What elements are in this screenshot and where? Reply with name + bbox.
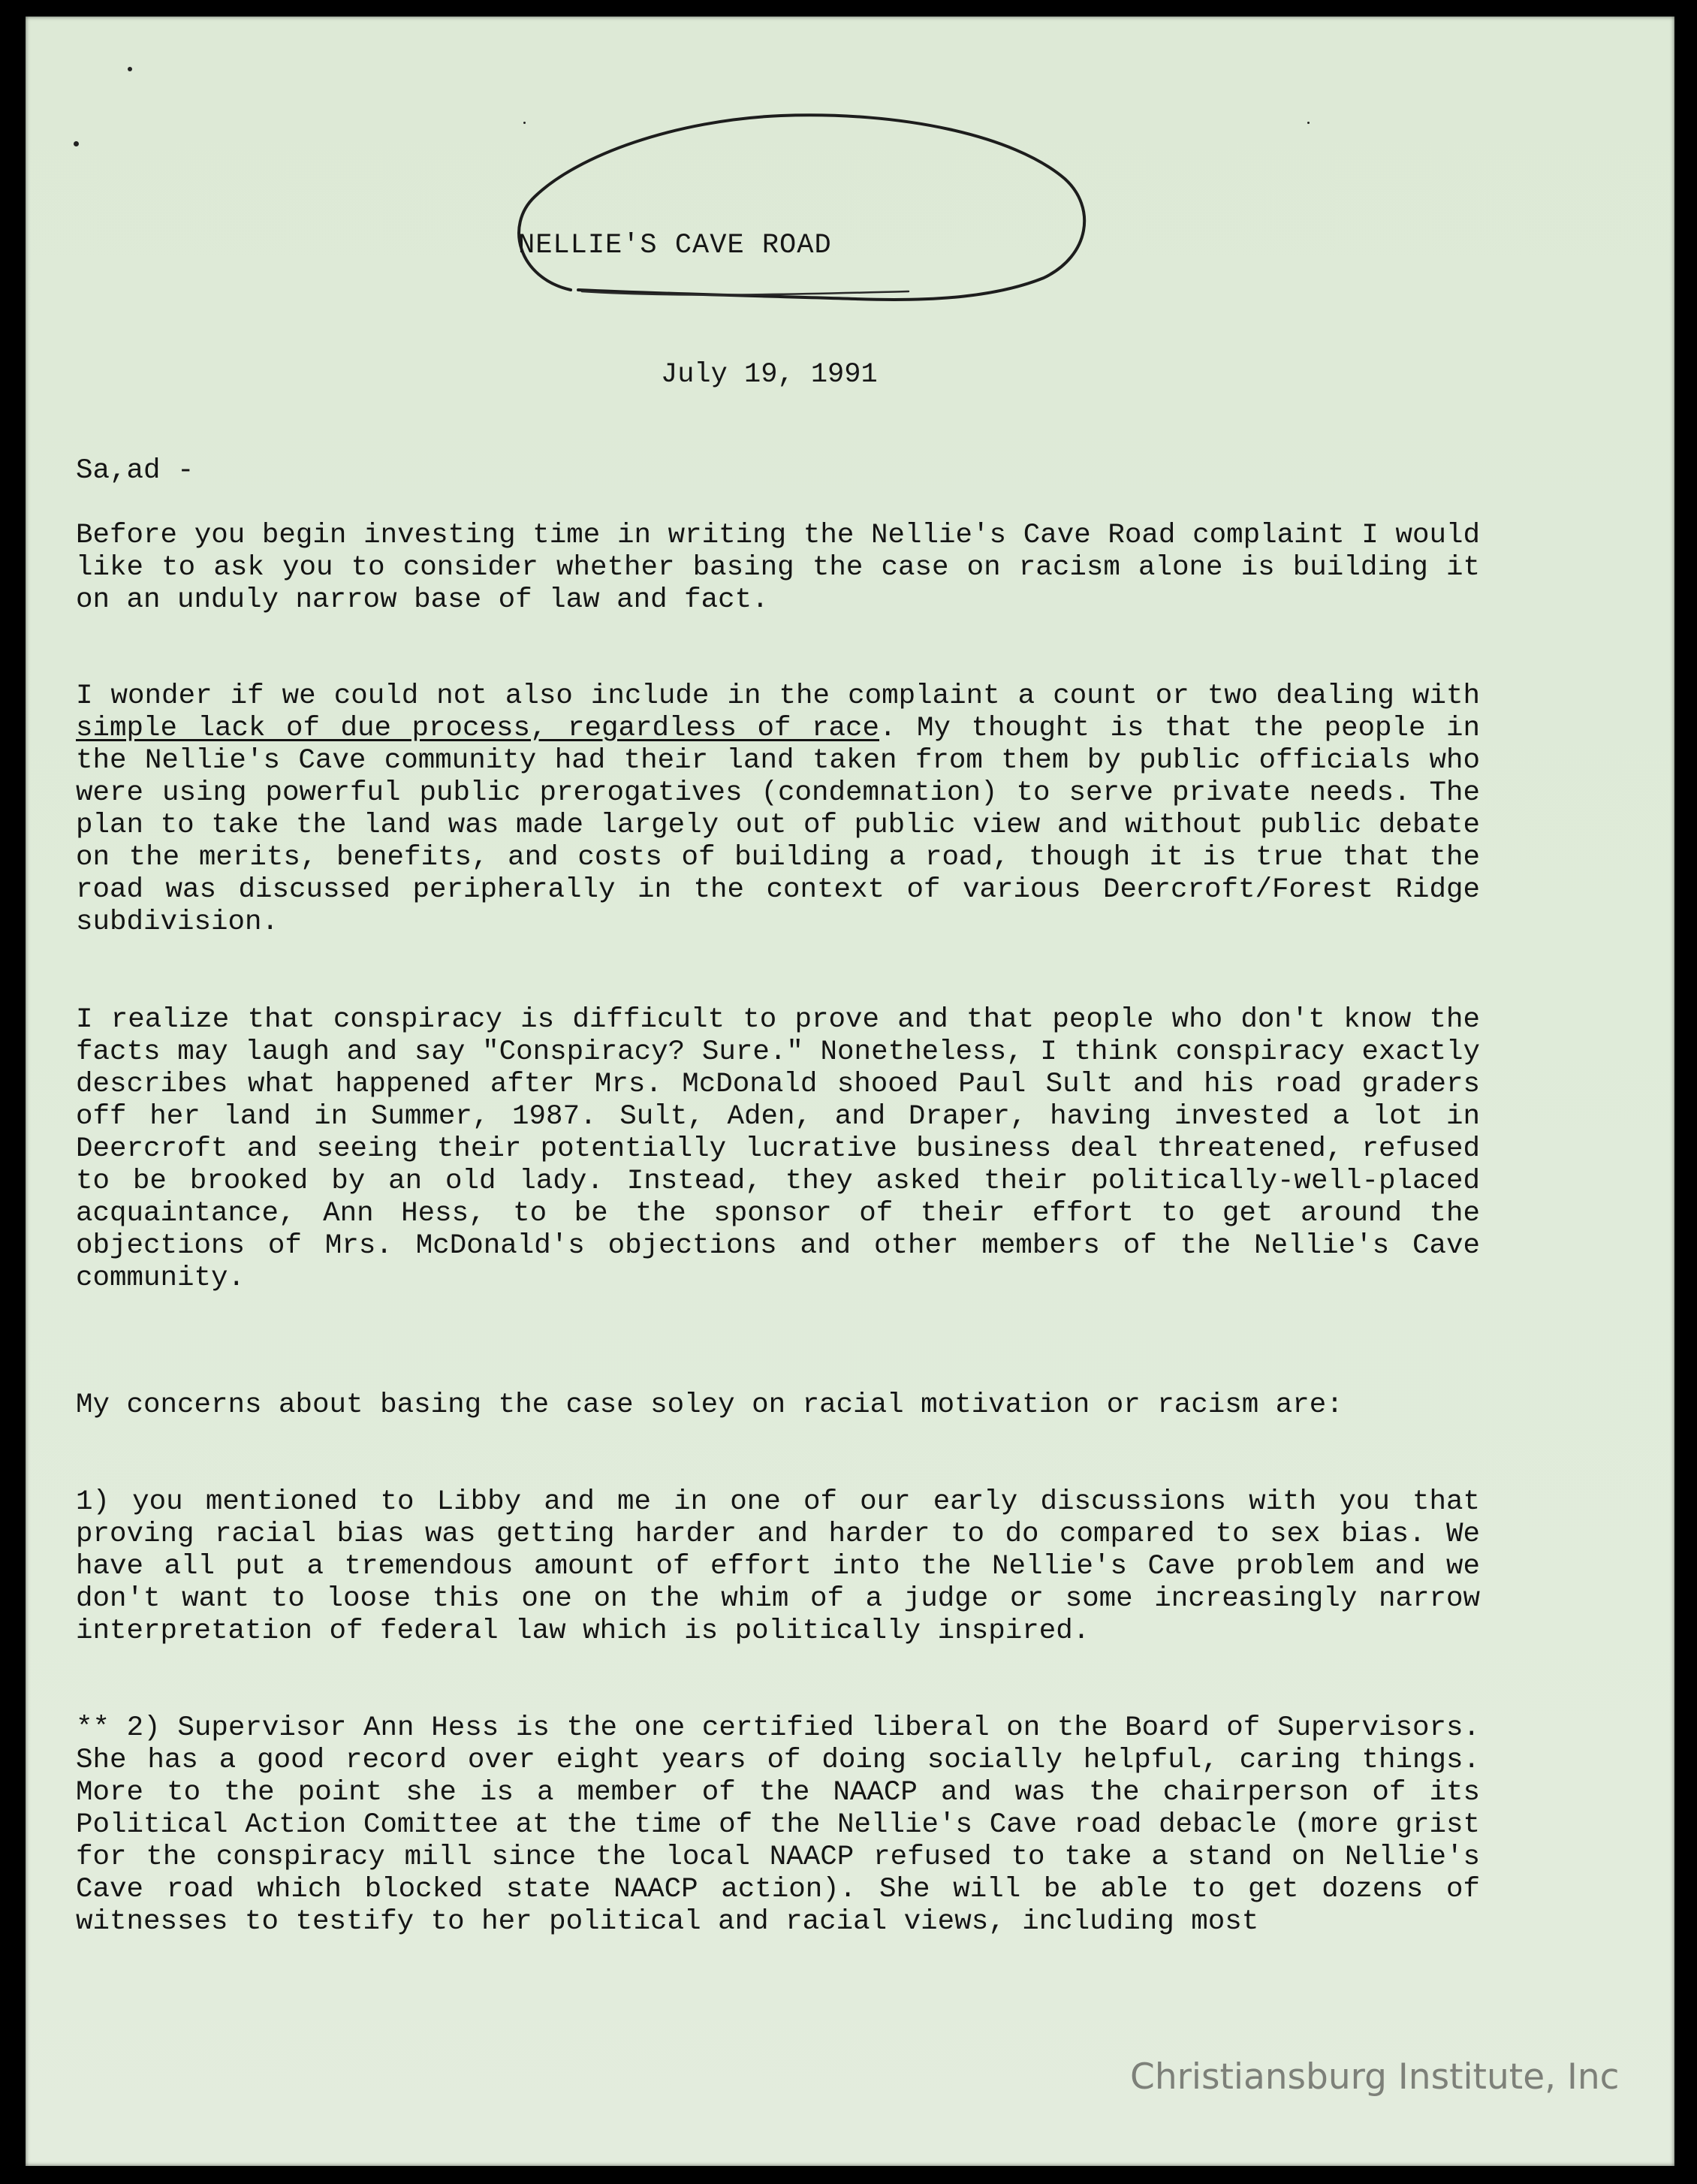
- paper-speck: [74, 141, 79, 146]
- salutation: Sa,ad -: [76, 455, 194, 487]
- paragraph-5: 1) you mentioned to Libby and me in one of our early discussions with you that proving racial bias was getting harder and harder to do compared to sex bias. We have all put a tremendous amount of effort into the Nellie's Cave problem and we don't want to loose this one on the whim of a judge or some increasingly narrow interpretation of federal law which is politically inspired.: [76, 1486, 1480, 1647]
- paragraph-2-intro: I wonder if we could not also include in the complaint a count or two dealing with: [76, 680, 1480, 712]
- document-heading: NELLIE'S CAVE ROAD: [518, 230, 832, 261]
- paragraph-3: I realize that conspiracy is difficult to prove and that people who don't know the facts may laugh and say "Conspiracy? Sure." Nonetheless, I think conspiracy exactly describes what happened after Mrs. McDonald shooed Paul Sult and his road graders off her land in Summer, 1987. Sult, Aden, and Draper, having invested a lot in Deercroft and seeing their potentially lucrative business deal threatened, refused to be brooked by an old lady. Instead, they asked their politically-well-placed acquaintance, Ann Hess, to be the sponsor of their effort to get around the objections of Mrs. McDonald's objections and other members of the Nellie's Cave community.: [76, 1004, 1480, 1294]
- paper-speck: [1307, 122, 1310, 124]
- paper-speck: [523, 122, 526, 124]
- archive-watermark: Christiansburg Institute, Inc: [1130, 2056, 1620, 2098]
- document-date: July 19, 1991: [661, 359, 878, 391]
- paper-speck: [128, 67, 132, 71]
- paragraph-2: [76, 680, 1480, 939]
- paragraph-1: Before you begin investing time in writing the Nellie's Cave Road complaint I would like to ask you to consider whether basing the case on racism alone is building it on an unduly narrow base of law and fact.: [76, 520, 1480, 616]
- underlined-phrase: simple lack of due process, regardless of race: [76, 713, 880, 744]
- paragraph-2-rest: . My thought is that the people in the Nellie's Cave community had their land taken from them by public officials who were using powerful public prerogatives (condemnation) to serve private needs. The plan to take the land was made largely out of public view and without public debate on the merits, benefits, and costs of building a road, though it is true that the road was discussed peripherally in the context of various Deercroft/Forest Ridge subdivision.: [76, 713, 1481, 938]
- paragraph-6: ** 2) Supervisor Ann Hess is the one certified liberal on the Board of Supervisors. She has a good record over eight years of doing socially helpful, caring things. More to the point she is a member of the NAACP and was the chairperson of its Political Action Comittee at the time of the Nellie's Cave road debacle (more grist for the conspiracy mill since the local NAACP refused to take a stand on Nellie's Cave road which blocked state NAACP action). She will be able to get dozens of witnesses to testify to her political and racial views, including most: [76, 1712, 1480, 1938]
- paragraph-4: My concerns about basing the case soley on racial motivation or racism are:: [76, 1389, 1343, 1421]
